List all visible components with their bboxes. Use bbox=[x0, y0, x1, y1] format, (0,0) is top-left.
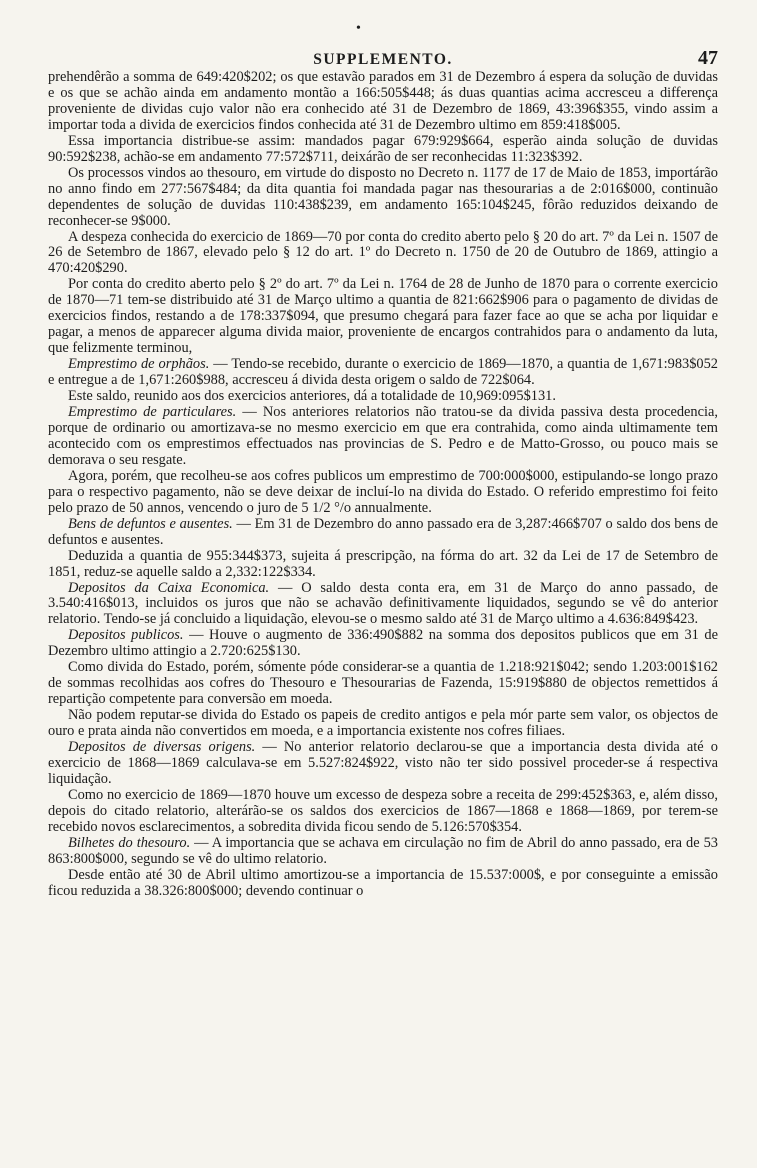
paragraph-10: Bens de defuntos e ausentes. — Em 31 de Dezembro do anno passado era de 3,287:466$707 o saldo dos bens de defuntos e ausentes. bbox=[48, 515, 718, 548]
header-mark: • bbox=[356, 21, 361, 36]
paragraph-7: Este saldo, reunido aos dos exercicios anteriores, dá a totalidade de 10,969:095$131. bbox=[68, 388, 556, 405]
paragraph-6: Emprestimo de orphãos. — Tendo-se recebido, durante o exercicio de 1869—1870, a quantia de 1,671:983$052 e entregue a de 1,671:260$988, accresceu á divida desta origem o saldo de 722$064. bbox=[48, 356, 718, 389]
section-label: Emprestimo de orphãos. bbox=[68, 356, 210, 373]
paragraph-4: A despeza conhecida do exercicio de 1869—70 por conta do credito aberto pelo § 20 do art. 7º da Lei n. 1507 de 26 de Setembro de 1867, elevado pelo § 12 do art. 1º do Decreto n. 1750 de 20 de Outubro de 1869, attingio a 470:420$290. bbox=[48, 228, 718, 277]
paragraph-11: Deduzida a quantia de 955:344$373, sujeita á prescripção, na fórma do art. 32 da Lei de 17 de Setembro de 1851, reduz-se aquelle saldo a 2,332:122$334. bbox=[48, 547, 718, 580]
paragraph-5: Por conta do credito aberto pelo § 2º do art. 7º da Lei n. 1764 de 28 de Junho de 1870 para o corrente exercicio de 1870—71 tem-se distribuido até 31 de Março ultimo a quantia de 821:662$906 para o pagamento de dividas de exercicios findos, restando a de 178:337$094, que presumo chegará para fazer face ao que se acha por liquidar e pagar, a menos de apparecer alguma divida maior, proveniente de encargos contrahidos para o andamento da luta, que felizmente terminou, bbox=[48, 276, 718, 357]
paragraph-9: Agora, porém, que recolheu-se aos cofres publicos um emprestimo de 700:000$000, estipulando-se longo prazo para o respectivo pagamento, não se deve deixar de incluí-lo na divida do Estado. O referido emprestimo foi feito pelo prazo de 50 annos, vencendo o juro de 5 1/2 °/o annualmente. bbox=[48, 467, 718, 516]
document-body bbox=[48, 70, 718, 900]
paragraph-13: Depositos publicos. — Houve o augmento de 336:490$882 na somma dos depositos publicos que em 31 de Dezembro ultimo attingio a 2.720:625$130. bbox=[48, 627, 718, 660]
paragraph-18: Bilhetes do thesouro. — A importancia que se achava em circulação no fim de Abril do anno passado, era de 53 863:800$000, segundo se vê do ultimo relatorio. bbox=[48, 834, 718, 867]
section-label: Depositos de diversas origens. bbox=[68, 739, 256, 756]
paragraph-17: Como no exercicio de 1869—1870 houve um excesso de despeza sobre a receita de 299:452$363, e, além disso, depois do citado relatorio, alterárão-se os saldos dos exercicios de 1867—1868 e 1868—1869, por terem-se recebido novos esclarecimentos, a sobredita divida ficou sendo de 5.126:570$354. bbox=[48, 786, 718, 835]
paragraph-2: Essa importancia distribue-se assim: mandados pagar 679:929$664, esperão ainda solução de duvidas 90:592$238, achão-se em andamento 77:572$711, deixárão de ser reconhecidas 11:323$392. bbox=[48, 132, 718, 165]
paragraph-14: Como divida do Estado, porém, sómente póde considerar-se a quantia de 1.218:921$042; sendo 1.203:001$162 de sommas recolhidas aos cofres do Thesouro e Thesourarias de Fazenda, 15:919$880 de objectos remettidos á repartição competente para conversão em moeda. bbox=[48, 659, 718, 708]
section-label: Depositos publicos. bbox=[68, 627, 184, 644]
document-page bbox=[48, 22, 718, 900]
page-title: SUPPLEMENTO. bbox=[313, 51, 453, 68]
paragraph-15: Não podem reputar-se divida do Estado os papeis de credito antigos e pela mór parte sem valor, os objectos de ouro e prata ainda não convertidos em moeda, e a importancia existente nos cofres filiaes. bbox=[48, 707, 718, 740]
paragraph-16: Depositos de diversas origens. — No anterior relatorio declarou-se que a importancia desta divida até o exercicio de 1868—1869 calculava-se em 5.527:824$922, visto não ter sido possivel proceder-se á respectiva liquidação. bbox=[48, 739, 718, 787]
paragraph-12: Depositos da Caixa Economica. — O saldo desta conta era, em 31 de Março do anno passado, de 3.540:416$013, incluidos os juros que não se achavão definitivamente liquidados, segundo se vê do anterior relatorio. Tendo-se já concluido a liquidação, elevou-se o mesmo saldo até 31 de Março ultimo a 4.636:849$423. bbox=[48, 579, 718, 628]
paragraph-19: Desde então até 30 de Abril ultimo amortizou-se a importancia de 15.537:000$, e por conseguinte a emissão ficou reduzida a 38.326:800$000; devendo continuar o bbox=[48, 866, 718, 899]
section-label: Bens de defuntos e ausentes. bbox=[68, 515, 233, 532]
page-header bbox=[48, 21, 718, 69]
section-label: Depositos da Caixa Economica. bbox=[68, 579, 270, 596]
paragraph-1: prehendêrão a somma de 649:420$202; os que estavão parados em 31 de Dezembro á espera da solução de duvidas e os que se achão ainda em andamento montão a 166:505$448; ás duas quantias acima accresceu a differença proveniente de dividas cujo valor não era conhecido até 31 de Dezembro de 1869, 43:396$355, vindo assim a importar toda a divida de exercicios findos conhecida até 31 de Dezembro ultimo em 859:418$005. bbox=[48, 69, 718, 133]
section-label: Emprestimo de particulares. bbox=[68, 404, 237, 421]
paragraph-3: Os processos vindos ao thesouro, em virtude do disposto no Decreto n. 1177 de 17 de Maio de 1853, importárão no anno findo em 277:567$484; da dita quantia foi mandada pagar nas thesourarias a de 2:016$000, continuão dependentes de solução de duvidas 110:438$239, em andamento 165:104$245, fôrão reduzidos deixando de reconhecer-se 9$000. bbox=[48, 164, 718, 229]
page-number: 47 bbox=[698, 47, 718, 69]
section-label: Bilhetes do thesouro. bbox=[68, 834, 191, 851]
paragraph-8: Emprestimo de particulares. — Nos anteriores relatorios não tratou-se da divida passiva desta procedencia, porque de ordinario ou amortizava-se no mesmo exercicio em que era contrahida, como ainda ultimamente tem acontecido com os emprestimos effectuados nas provincias de S. Pedro e de Matto-Grosso, ou pouco mais se demorava o seu resgate. bbox=[48, 404, 718, 468]
